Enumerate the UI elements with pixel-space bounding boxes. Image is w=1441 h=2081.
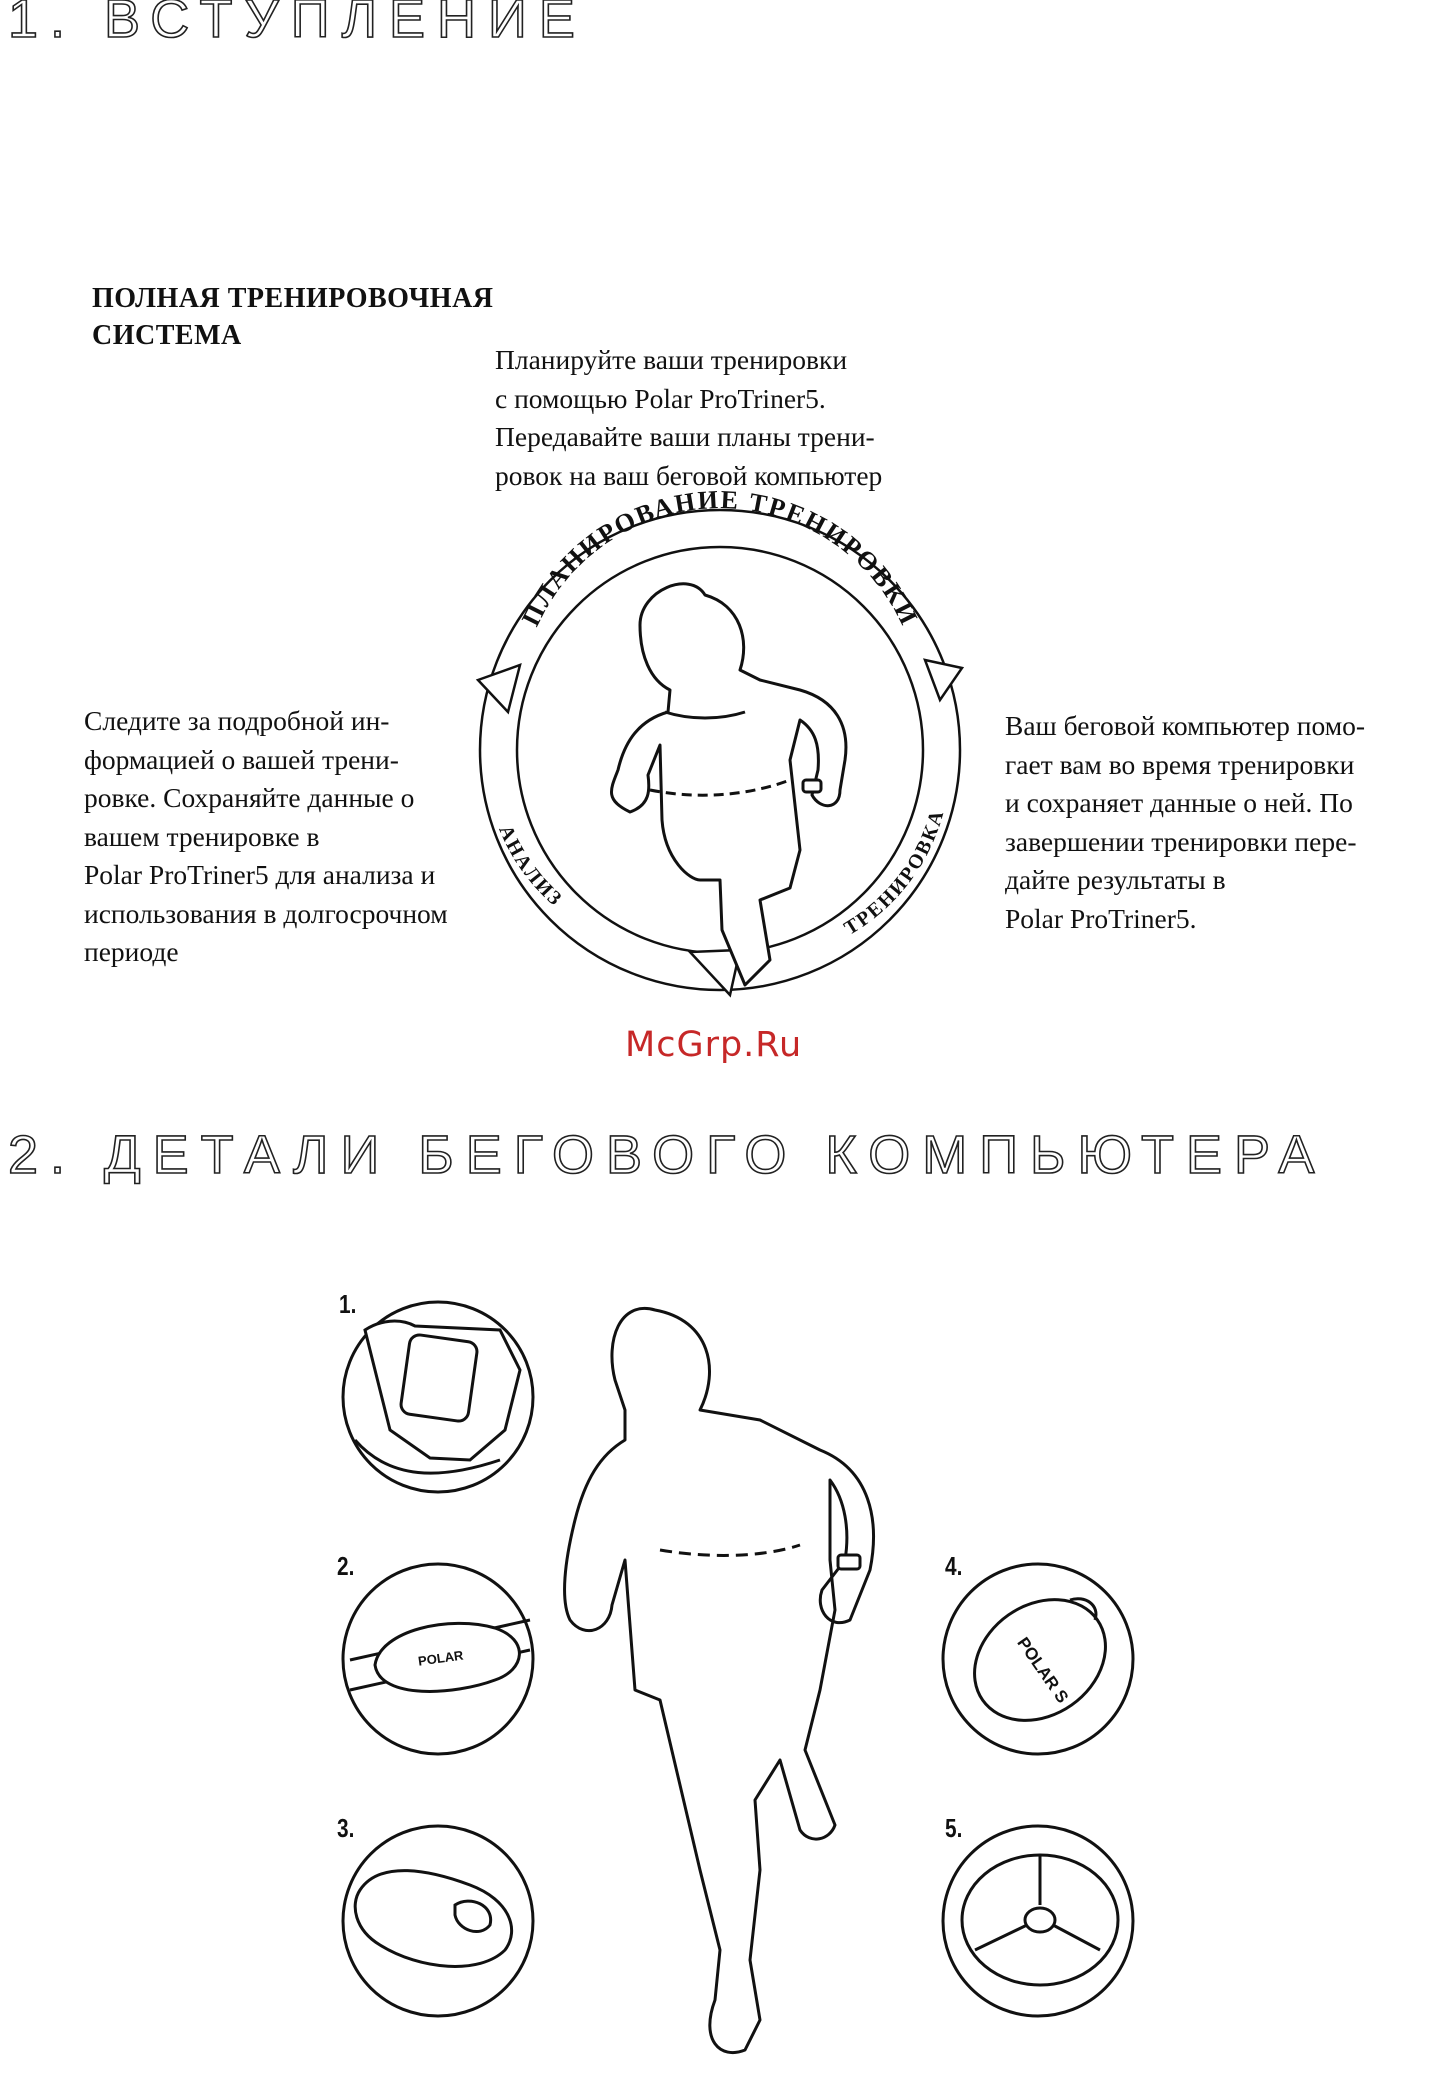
- cycle-label-planning-text: ПЛАНИРОВАНИЕ ТРЕНИРОВКИ: [515, 484, 925, 631]
- text-line: гает вам во время тренировки: [1005, 748, 1355, 780]
- text-line: завершении тренировки пере-: [1005, 825, 1357, 857]
- text-line: Следите за подробной ин-: [84, 705, 390, 736]
- text-line: периоде: [84, 936, 179, 967]
- cd-rom-icon: [943, 1826, 1133, 2016]
- transmitter-logo: POLAR: [417, 1647, 465, 1669]
- text-line: использования в долгосрочном: [84, 897, 448, 929]
- part-number-3: 3.: [337, 1813, 355, 1843]
- section-1-heading: 1. ВСТУПЛЕНИЕ: [8, 0, 587, 49]
- cycle-label-training-text: ТРЕНИРОВКА: [840, 806, 949, 940]
- cycle-label-analysis-text: АНАЛИЗ: [494, 821, 567, 912]
- text-line: Polar ProTriner5 для анализа и: [84, 859, 436, 890]
- part-number-5: 5.: [945, 1813, 963, 1843]
- system-title-line: СИСТЕМА: [92, 320, 242, 351]
- watermark: McGrp.Ru: [625, 1025, 803, 1065]
- text-line: Polar ProTriner5.: [1005, 902, 1197, 934]
- text-line: Ваш беговой компьютер помо-: [1005, 710, 1366, 741]
- text-line: дайте результаты в: [1005, 864, 1226, 895]
- sensor-logo: POLAR S: [1013, 1633, 1073, 1707]
- text-line: ровке. Сохраняйте данные о: [84, 782, 415, 813]
- part-number-4: 4.: [945, 1551, 963, 1581]
- footpod-icon: [343, 1826, 533, 2016]
- part-number-2: 2.: [337, 1551, 355, 1581]
- system-title-line: ПОЛНАЯ ТРЕНИРОВОЧНАЯ: [92, 283, 494, 314]
- text-line: формацией о вашей трени-: [84, 743, 399, 775]
- text-line: Передавайте ваши планы трени-: [495, 421, 875, 452]
- text-line: ровок на ваш беговой компьютер: [495, 459, 883, 491]
- text-line: Планируйте ваши тренировки: [495, 344, 848, 375]
- text-line: вашем тренировке в: [84, 820, 320, 852]
- text-line: и сохраняет данные о ней. По: [1005, 787, 1353, 818]
- wrist-unit-icon: [343, 1302, 533, 1492]
- section-2-heading: 2. ДЕТАЛИ БЕГОВОГО КОМПЬЮТЕРА: [8, 1125, 1327, 1185]
- runner-icon: [565, 1308, 874, 2052]
- part-number-1: 1.: [339, 1289, 357, 1319]
- text-line: с помощью Polar ProTriner5.: [495, 382, 826, 414]
